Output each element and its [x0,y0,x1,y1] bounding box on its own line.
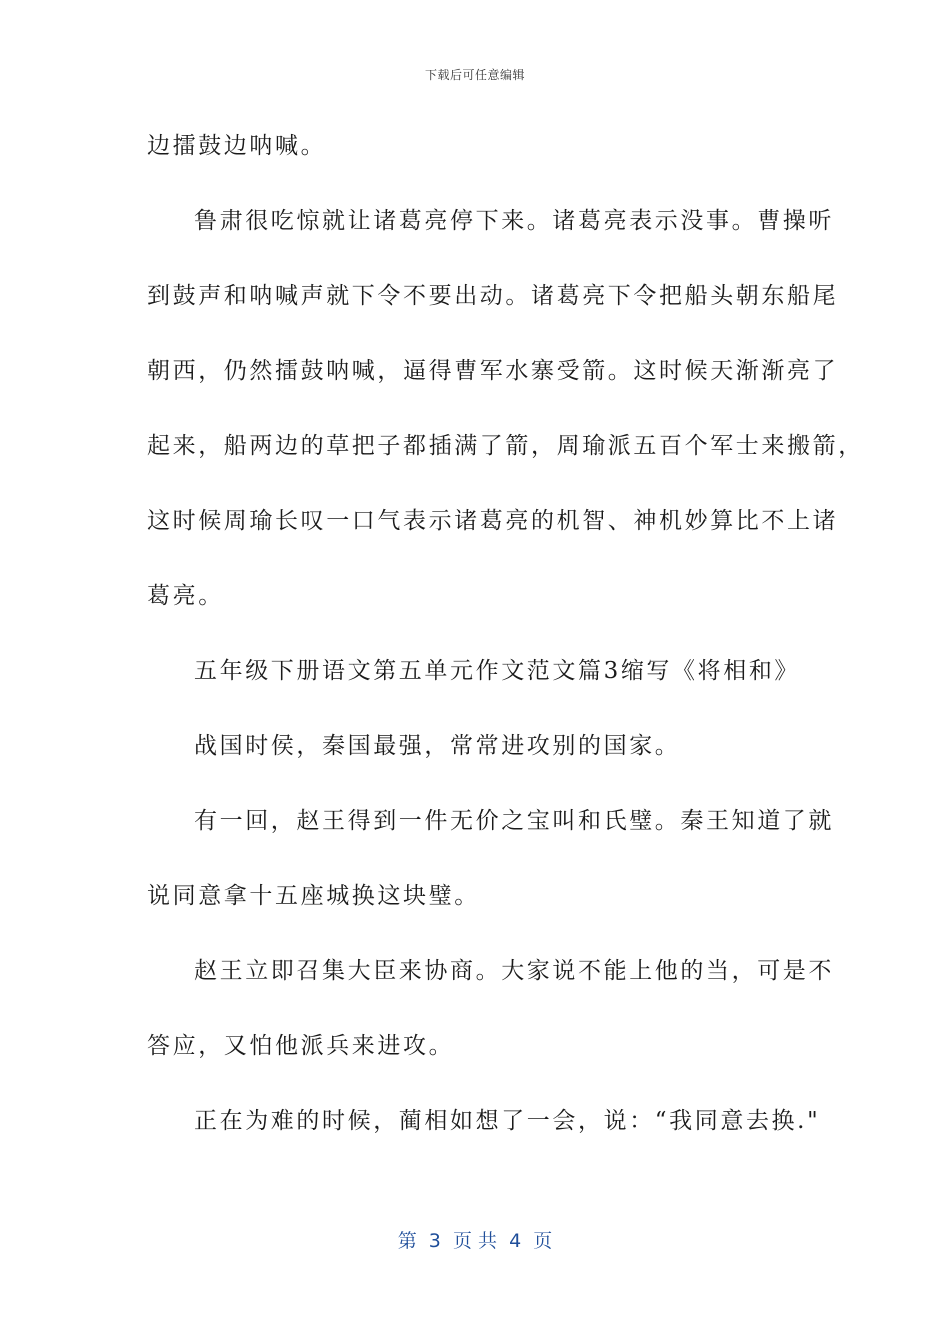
paragraph-start-line: 赵王立即召集大臣来协商。大家说不能上他的当，可是不 [194,958,834,984]
text-line: 葛亮。 [147,583,224,609]
text-line: 朝西，仍然擂鼓呐喊，逼得曹军水寨受箭。这时候天渐渐亮了 [147,358,839,384]
paragraph-start-line: 战国时侯，秦国最强，常常进攻别的国家。 [194,733,681,759]
paragraph-start-line: 鲁肃很吃惊就让诸葛亮停下来。诸葛亮表示没事。曹操听 [194,208,834,234]
page-header: 下载后可任意编辑 [424,68,525,82]
text-line: 说同意拿十五座城换这块璧。 [147,883,480,909]
page-number-footer: 第 3 页 共 4 页 [397,1230,553,1252]
text-line: 起来，船两边的草把子都插满了箭，周瑜派五百个军士来搬箭， [147,433,864,459]
paragraph-start-line: 有一回，赵王得到一件无价之宝叫和氏璧。秦王知道了就 [194,808,834,834]
text-line: 到鼓声和呐喊声就下令不要出动。诸葛亮下令把船头朝东船尾 [147,283,839,309]
section-heading: 五年级下册语文第五单元作文范文篇3缩写《将相和》 [194,658,801,684]
text-line: 边擂鼓边呐喊。 [147,133,327,159]
text-line: 答应，又怕他派兵来进攻。 [147,1033,455,1059]
text-line: 这时候周瑜长叹一口气表示诸葛亮的机智、神机妙算比不上诸 [147,508,839,534]
paragraph-start-line: 正在为难的时候，蔺相如想了一会，说：“我同意去换." [194,1108,821,1134]
